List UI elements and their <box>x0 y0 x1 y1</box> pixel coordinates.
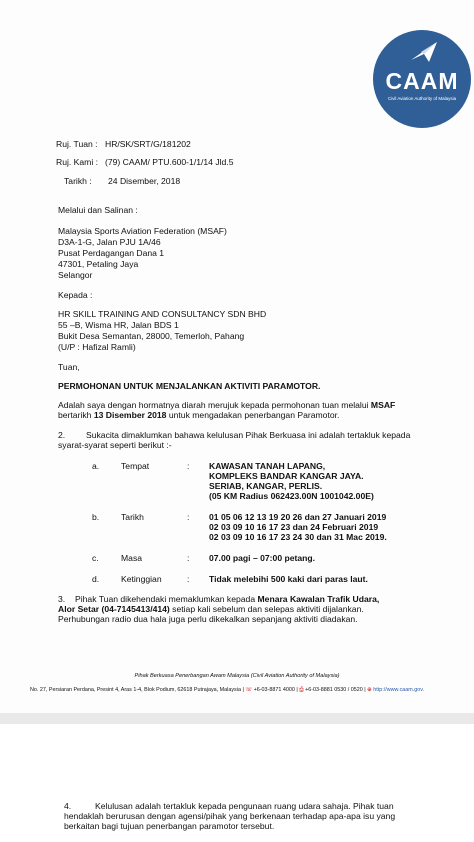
para2-line2: syarat-syarat seperti berikut :- <box>58 440 172 450</box>
to-label: Kepada : <box>58 290 93 300</box>
para4-line1: Kelulusan adalah tertakluk kepada pengunaan ruang udara sahaja. Pihak tuan <box>95 801 394 811</box>
via-label: Melalui dan Salinan : <box>58 205 138 215</box>
para1-bold: 13 Disember 2018 <box>93 410 167 420</box>
page-separator <box>0 713 474 724</box>
para1-bold: MSAF <box>370 400 396 410</box>
ruj-kami-label: Ruj. Kami : <box>56 157 99 167</box>
condition-colon: : <box>187 461 190 471</box>
condition-value: Tidak melebihi 500 kaki dari paras laut. <box>209 574 368 584</box>
to-line: 55 –B, Wisma HR, Jalan BDS 1 <box>58 320 179 330</box>
tarikh-value: 24 Disember, 2018 <box>108 176 181 186</box>
condition-value: 02 03 09 10 16 17 23 dan 24 Februari 2019 <box>209 522 379 532</box>
condition-label: Tarikh <box>121 512 144 522</box>
para3-bold: Menara Kawalan Trafik Udara, <box>257 594 380 604</box>
para4-line2: hendaklah berurusan dengan agensi/pihak yang berkenaan terhadap apa-apa isu yang <box>64 811 396 821</box>
condition-value: (05 KM Radius 062423.00N 1001042.00E) <box>209 491 374 501</box>
via-line: 47301, Petaling Jaya <box>58 259 139 269</box>
condition-label: Tempat <box>121 461 150 471</box>
condition-letter: b. <box>92 512 100 522</box>
footer-address: No. 27, Persiaran Perdana, Presint 4, Aras 1-4, Blok Podium, 62618 Putrajaya, Malaysia <box>30 687 241 693</box>
condition-value: SERIAB, KANGAR, PERLIS. <box>209 481 323 491</box>
tarikh-label: Tarikh : <box>64 176 92 186</box>
via-line: Selangor <box>58 270 93 280</box>
ruj-tuan-value: HR/SK/SRT/G/181202 <box>105 139 191 149</box>
condition-letter: c. <box>92 553 99 563</box>
footer-contact-line: No. 27, Persiaran Perdana, Presint 4, Aras 1-4, Blok Podium, 62618 Putrajaya, Malaysia | ☏ +6-03-8871 4000 | ⎙ +6-03-8881 0530 / 0520 | ⊕ http://www.caam.gov. <box>30 687 425 693</box>
web-icon: ⊕ <box>367 687 372 693</box>
condition-colon: : <box>187 512 190 522</box>
logo-word: CAAM <box>385 68 459 94</box>
para1-text: untuk mengadakan penerbangan Paramotor. <box>166 410 340 420</box>
para3-bold: Alor Setar (04-7145413/414) <box>58 604 170 614</box>
para1-text: bertarikh <box>58 410 94 420</box>
airplane-icon <box>409 40 439 64</box>
para4-number: 4. <box>64 801 72 811</box>
condition-letter: a. <box>92 461 100 471</box>
salutation: Tuan, <box>58 362 80 372</box>
para2-line1: Sukacita dimaklumkan bahawa kelulusan Pihak Berkuasa ini adalah tertakluk kepada <box>86 430 411 440</box>
to-line: HR SKILL TRAINING AND CONSULTANCY SDN BHD <box>58 309 267 319</box>
para4-line3: berkaitan bagi tujuan penerbangan paramotor tersebut. <box>64 821 275 831</box>
footer-fax: +6-03-8881 0530 / 0520 <box>305 687 363 693</box>
para3-number: 3. <box>58 594 66 604</box>
phone-icon: ☏ <box>245 687 253 693</box>
logo-subtitle: Civil Aviation Authority of Malaysia <box>387 96 457 101</box>
ruj-kami-value: (79) CAAM/ PTU.600-1/1/14 Jld.5 <box>105 157 234 167</box>
condition-value: 07.00 pagi – 07:00 petang. <box>209 553 316 563</box>
via-line: Malaysia Sports Aviation Federation (MSAF) <box>58 226 227 236</box>
footer-org-line: Pihak Berkuasa Penerbangan Awam Malaysia (Civil Aviation Authority of Malaysia) <box>134 673 340 679</box>
letter-page-2 <box>0 724 474 842</box>
subject-line: PERMOHONAN UNTUK MENJALANKAN AKTIVITI PARAMOTOR. <box>58 381 321 391</box>
to-line: (U/P : Hafizal Ramli) <box>58 342 136 352</box>
para3-text: setiap kali sebelum dan selepas aktiviti dijalankan. <box>169 604 364 614</box>
para1-text: Adalah saya dengan hormatnya diarah merujuk kepada permohonan tuan melalui <box>58 400 371 410</box>
footer-web-link[interactable]: http://www.caam.gov. <box>373 687 425 693</box>
condition-value: KOMPLEKS BANDAR KANGAR JAYA. <box>209 471 364 481</box>
condition-colon: : <box>187 553 190 563</box>
via-line: Pusat Perdagangan Dana 1 <box>58 248 165 258</box>
para1-line2 <box>58 410 339 420</box>
para3-text: Pihak Tuan dikehendaki memaklumkan kepada <box>75 594 258 604</box>
condition-value: 02 03 09 10 16 17 23 24 30 dan 31 Mac 2019. <box>209 532 387 542</box>
condition-label: Masa <box>121 553 143 563</box>
footer-phone: +6-03-8871 4000 <box>253 687 295 693</box>
para3-line1 <box>75 594 379 604</box>
condition-label: Ketinggian <box>121 574 162 584</box>
to-line: Bukit Desa Semantan, 28000, Temerloh, Pahang <box>58 331 245 341</box>
para2-number: 2. <box>58 430 66 440</box>
condition-value: 01 05 06 12 13 19 20 26 dan 27 Januari 2019 <box>209 512 387 522</box>
caam-logo <box>373 30 471 128</box>
para3-line3: Perhubungan radio dua hala juga perlu dikekalkan sepanjang aktiviti diadakan. <box>58 614 358 624</box>
condition-value: KAWASAN TANAH LAPANG, <box>209 461 326 471</box>
via-line: D3A-1-G, Jalan PJU 1A/46 <box>58 237 161 247</box>
para1-line1 <box>58 400 414 410</box>
condition-colon: : <box>187 574 190 584</box>
ruj-tuan-label: Ruj. Tuan : <box>56 139 98 149</box>
fax-icon: ⎙ <box>299 687 304 693</box>
para3-line2 <box>58 604 364 614</box>
condition-letter: d. <box>92 574 100 584</box>
